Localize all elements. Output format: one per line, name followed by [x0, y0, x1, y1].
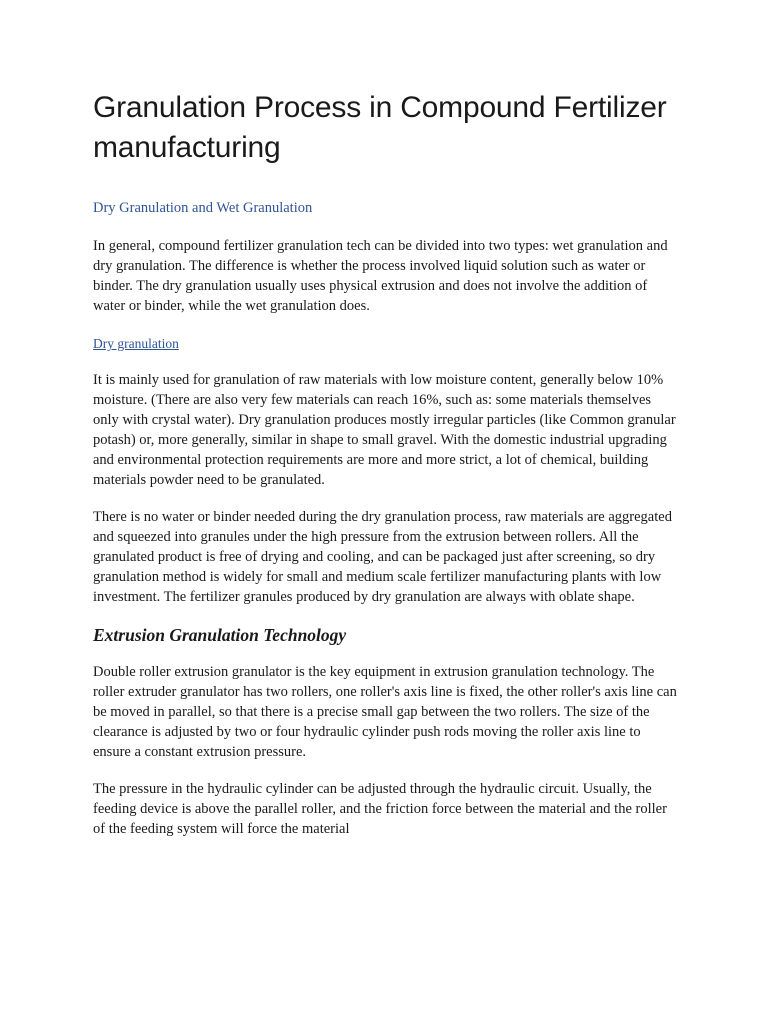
dry-granulation-paragraph-1: It is mainly used for granulation of raw materials with low moisture content, generally below 10% moisture. (There are also very few materials can reach 16%, such as: some materials themselves only with crystal water). Dry granulation produces mostly irregular particles (like Common granular potash) or, more generally, similar in shape to small gravel. With the domestic industrial upgrading and environmental protection requirements are more and more strict, a lot of chemical, building materials powder need to be granulated.: [93, 372, 676, 488]
extrusion-heading: Extrusion Granulation Technology: [93, 625, 347, 645]
section-subheading: Dry Granulation and Wet Granulation: [93, 200, 313, 216]
dry-granulation-paragraph-2: There is no water or binder needed during the dry granulation process, raw materials are aggregated and squeezed into granules under the high pressure from the extrusion between rollers. All the granulated product is free of drying and cooling, and can be packaged just after screening, so dry granulation method is widely for small and medium scale fertilizer manufacturing plants with low investment. The fertilizer granules produced by dry granulation are always with oblate shape.: [93, 509, 672, 605]
page-title: Granulation Process in Compound Fertilizer manufacturing: [93, 91, 667, 164]
dry-granulation-link[interactable]: Dry granulation: [93, 336, 179, 351]
extrusion-paragraph-1: Double roller extrusion granulator is the key equipment in extrusion granulation technology. The roller extruder granulator has two rollers, one roller's axis line is fixed, the other roller's axis line can be moved in parallel, so that there is a precise small gap between the two rollers. The size of the clearance is adjusted by two or four hydraulic cylinder push rods moving the roller axis line to ensure a constant extrusion pressure.: [93, 664, 677, 760]
document-page: [93, 88, 678, 839]
intro-paragraph: In general, compound fertilizer granulation tech can be divided into two types: wet granulation and dry granulation. The difference is whether the process involved liquid solution such as water or binder. The dry granulation usually uses physical extrusion and does not involve the addition of water or binder, while the wet granulation does.: [93, 238, 668, 314]
extrusion-paragraph-2: The pressure in the hydraulic cylinder can be adjusted through the hydraulic circuit. Usually, the feeding device is above the parallel roller, and the friction force between the material and the roller of the feeding system will force the material: [93, 781, 667, 837]
